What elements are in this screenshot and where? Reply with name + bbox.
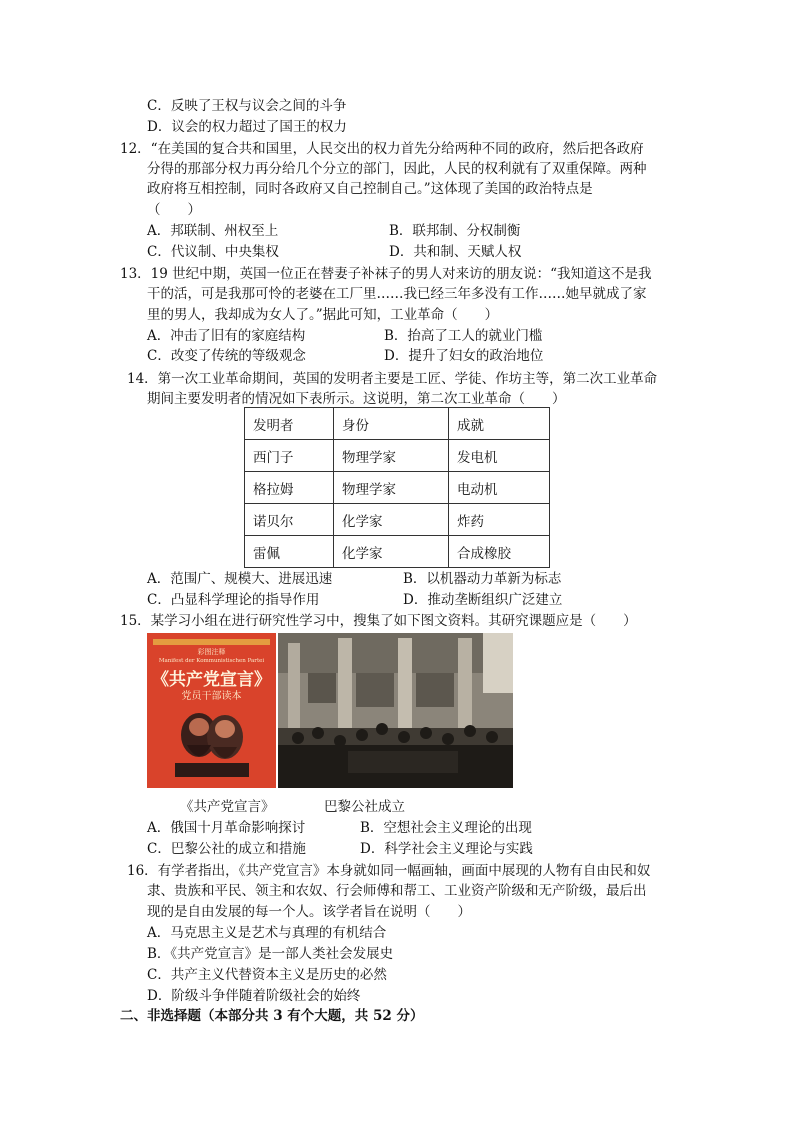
q15-option-d: D．科学社会主义理论与实践 [360,841,533,857]
q14-option-c: C．凸显科学理论的指导作用 [147,592,320,608]
table-cell: 物理学家 [334,440,449,472]
section-heading: 二、非选择题（本部分共 3 有个大题，共 52 分） [120,1008,424,1024]
q13-option-c: C．改变了传统的等级观念 [147,348,306,364]
table-cell: 雷佩 [245,536,334,568]
q12-stem-line-4: （ ） [147,202,201,218]
q16-option-a: A．马克思主义是艺术与真理的有机结合 [147,925,387,941]
table-row [245,440,550,472]
q16-option-b: B．《共产党宣言》是一部人类社会发展史 [147,946,394,962]
table-row [245,472,550,504]
q16-stem-line-2: 隶、贵族和平民、领主和农奴、行会师傅和帮工、工业资产阶级和无产阶级，最后出 [147,883,647,899]
q12-option-c: C．代议制、中央集权 [147,244,279,260]
book-title: 《共产党宣言》 [152,670,271,690]
paris-commune-photo [278,633,513,788]
table-cell: 合成橡胶 [449,536,550,568]
q13-stem-line-1: 13．19 世纪中期，英国一位正在替妻子补袜子的男人对来访的朋友说：“我知道这不是我 [120,266,652,282]
q12-stem-line-1: 12．“在美国的复合共和国里，人民交出的权力首先分给两种不同的政府，然后把各政府 [120,141,644,157]
table-cell: 发电机 [449,440,550,472]
marx-engels-portrait-icon [169,705,255,777]
table-cell: 化学家 [334,504,449,536]
q14-stem-line-1: 14．第一次工业革命期间，英国的发明者主要是工匠、学徒、作坊主等，第二次工业革命 [127,371,658,387]
q12-option-b: B．联邦制、分权制衡 [389,223,521,239]
table-cell: 炸药 [449,504,550,536]
table-row [245,536,550,568]
q13-stem-line-3: 里的男人，我却成为女人了。”据此可知，工业革命（ ） [147,307,499,323]
q14-option-a: A．范围广、规模大、进展迅速 [147,571,333,587]
q16-stem-line-3: 现的是自由发展的每一个人。该学者旨在说明（ ） [147,904,471,920]
q11-option-d: D．议会的权力超过了国王的权力 [147,119,347,135]
q14-stem-line-2: 期间主要发明者的情况如下表所示。这说明，第二次工业革命（ ） [147,391,566,407]
table-header-cell: 身份 [334,408,449,440]
table-cell: 西门子 [245,440,334,472]
photo-caption: 巴黎公社成立 [324,799,405,815]
q15-option-c: C．巴黎公社的成立和措施 [147,841,306,857]
q14-option-b: B．以机器动力革新为标志 [403,571,562,587]
book-banner [153,639,270,645]
table-header-cell: 发明者 [245,408,334,440]
q15-stem: 15．某学习小组在进行研究性学习中，搜集了如下图文资料。其研究课题应是（ ） [120,613,637,629]
table-cell: 电动机 [449,472,550,504]
q13-stem-line-2: 干的活，可是我那可怜的老婆在工厂里……我已经三年多没有工作……她早就成了家 [147,286,647,302]
book-subtitle: 党员干部读本 [181,691,242,702]
q13-option-d: D．提升了妇女的政治地位 [384,348,544,364]
q12-option-d: D．共和制、天赋人权 [389,244,522,260]
table-header-row [245,408,550,440]
q16-option-d: D．阶级斗争伴随着阶级社会的始终 [147,988,361,1004]
q12-stem-line-3: 政府将互相控制，同时各政府又自己控制自己。”这体现了美国的政治特点是 [147,181,593,197]
table-header-cell: 成就 [449,408,550,440]
q15-option-a: A．俄国十月革命影响探讨 [147,820,306,836]
table-row [245,504,550,536]
table-cell: 物理学家 [334,472,449,504]
communist-manifesto-book-cover [147,633,276,788]
q11-option-c: C．反映了王权与议会之间的斗争 [147,98,347,114]
q16-option-c: C．共产主义代替资本主义是历史的必然 [147,967,387,983]
q16-stem-line-1: 16．有学者指出，《共产党宣言》本身就如同一幅画轴，画面中展现的人物有自由民和奴 [127,863,651,879]
table-cell: 格拉姆 [245,472,334,504]
q13-option-b: B．抬高了工人的就业门槛 [384,328,543,344]
table-cell: 诺贝尔 [245,504,334,536]
book-caption: 《共产党宣言》 [180,799,275,815]
q13-option-a: A．冲击了旧有的家庭结构 [147,328,306,344]
book-en-line: Manifest der Kommunistischen Partei [158,658,265,664]
q14-option-d: D．推动垄断组织广泛建立 [403,592,563,608]
book-top-line: 彩图注释 [197,648,226,656]
table-cell: 化学家 [334,536,449,568]
q15-option-b: B．空想社会主义理论的出现 [360,820,532,836]
inventors-table [244,407,550,568]
q12-option-a: A．邦联制、州权至上 [147,223,279,239]
q12-stem-line-2: 分得的那部分权力再分给几个分立的部门，因此，人民的权利就有了双重保障。两种 [147,161,647,177]
